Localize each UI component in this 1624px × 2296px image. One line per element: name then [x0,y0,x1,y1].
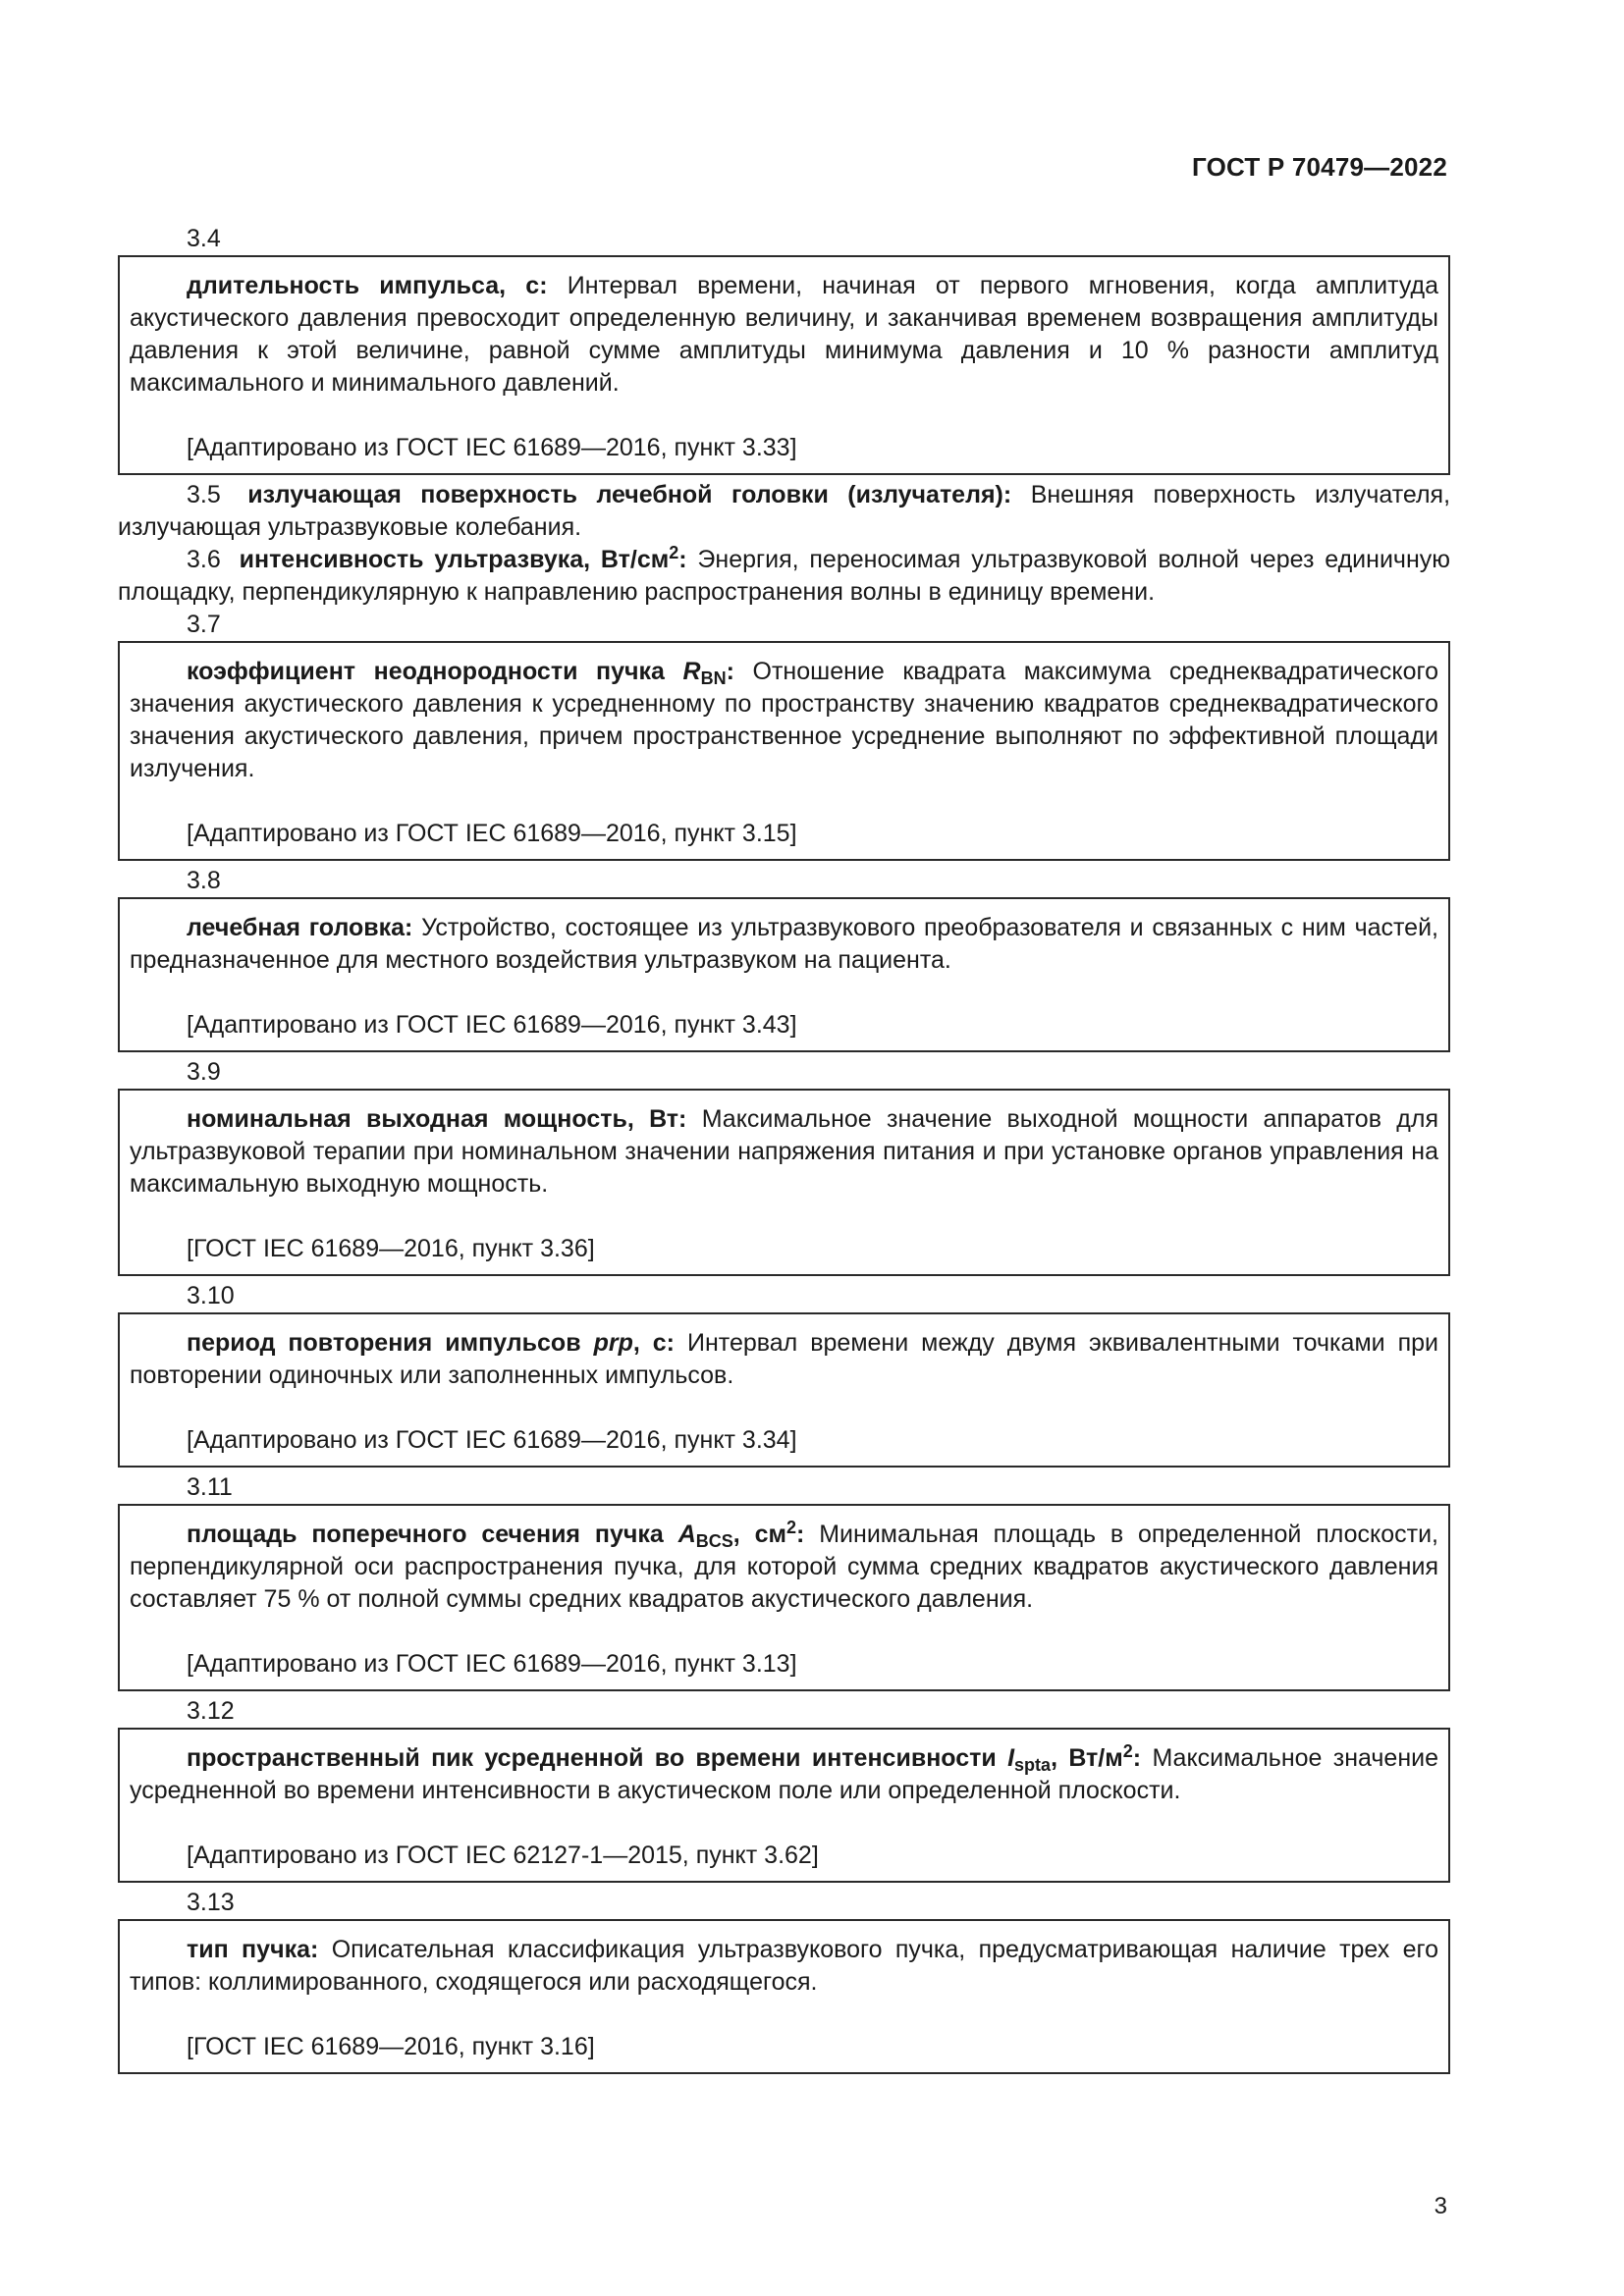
term-box [118,1919,1450,2074]
term-box [118,255,1450,475]
term-box [118,1089,1450,1276]
definition-text: Минимальная площадь в определенной плоскости, перпендикулярной оси распространения пучка, для которой сумма средних квадратов акустического давления составляет 75 % от полной суммы средних квадратов акустического давления. [130,1521,1438,1613]
source-reference: [ГОСТ IEC 61689—2016, пункт 3.36] [187,1235,595,1262]
definition-text: Максимальное значение выходной мощности аппаратов для ультразвуковой терапии при номинальном значении напряжения питания и при установке органов управления на максимальную выходную мощность. [130,1105,1438,1198]
source-reference: [Адаптировано из ГОСТ IEC 61689—2016, пункт 3.15] [187,820,797,847]
term-number: 3.9 [187,1058,221,1086]
term-title: длительность импульса, с: [187,272,548,299]
term-definition [130,1519,1438,1616]
definition-text: Интервал времени между двумя эквивалентными точками при повторении одиночных или заполненных импульсов. [130,1329,1438,1389]
term-title: лечебная головка: [187,914,413,941]
definition-text: Интервал времени, начиная от первого мгновения, когда амплитуда акустического давления превосходит определенную величину, и заканчивая временем возвращения амплитуды давления к этой величине, равной сумме амплитуды минимума давления и 10 % разности амплитуд максимального и минимального давлений. [130,272,1438,397]
term-box [118,1312,1450,1468]
term-definition [130,1103,1438,1201]
term-definition [118,544,1450,609]
term-box [118,641,1450,861]
term-box [118,1504,1450,1691]
term-title: тип пучка: [187,1936,319,1963]
definition-text: Отношение квадрата максимума среднеквадратического значения акустического давления к усредненному по пространству значению квадратов среднеквадратического значения акустического давления, причем пространственное усреднение выполняют по эффективной площади излучения. [130,658,1439,782]
term-box [118,897,1450,1052]
definition-text: Максимальное значение усредненной во времени интенсивности в акустическом поле или определенной плоскости. [130,1744,1439,1804]
term-number: 3.13 [187,1889,235,1916]
definition-text: Внешняя поверхность излучателя, излучающая ультразвуковые колебания. [118,481,1451,541]
term-number: 3.8 [187,867,221,894]
term-number: 3.4 [187,225,221,252]
term-definition [130,656,1438,785]
source-reference: [Адаптировано из ГОСТ IEC 61689—2016, пункт 3.13] [187,1650,797,1678]
page-number: 3 [1434,2193,1447,2219]
source-reference: [Адаптировано из ГОСТ IEC 62127-1—2015, пункт 3.62] [187,1842,819,1869]
term-number: 3.10 [187,1282,235,1309]
term-definition [130,1934,1438,1999]
term-number: 3.12 [187,1697,235,1725]
source-reference: [ГОСТ IEC 61689—2016, пункт 3.16] [187,2033,595,2060]
term-title: излучающая поверхность лечебной головки (излучателя): [247,481,1012,508]
definition-text: Описательная классификация ультразвукового пучка, предусматривающая наличие трех его типов: коллимированного, сходящегося или расходящегося. [130,1936,1439,1996]
document-code-header: ГОСТ Р 70479—2022 [1192,152,1447,182]
term-title: номинальная выходная мощность, Вт: [187,1105,687,1133]
term-title: пространственный пик усредненной во времени интенсивности $I_{spta}$, $Вт/м^2$: [187,1741,1142,1775]
term-number: 3.5 [187,481,221,508]
term-box [118,1728,1450,1883]
term-number: 3.6 [187,546,221,573]
terms-section [118,223,1450,2078]
term-definition [130,1742,1438,1807]
term-title: интенсивность ультразвука, $Вт/см^2$: [239,543,687,573]
definition-text: Энергия, переносимая ультразвуковой волной через единичную площадку, перпендикулярную к направлению распространения волны в единицу времени. [118,546,1450,606]
term-title: площадь поперечного сечения пучка $A_{BCS}$, $см^2$: [187,1518,805,1551]
term-title: коэффициент неоднородности пучка $R_{BN}$: [187,658,734,688]
term-definition [130,912,1438,977]
definition-text: Устройство, состоящее из ультразвукового преобразователя и связанных с ним частей, предназначенное для местного воздействия ультразвуком на пациента. [130,914,1438,974]
term-definition [130,270,1438,400]
term-number: 3.7 [187,611,221,638]
term-definition [130,1327,1438,1392]
term-definition [118,479,1450,544]
term-number: 3.11 [187,1473,233,1501]
source-reference: [Адаптировано из ГОСТ IEC 61689—2016, пункт 3.34] [187,1426,797,1454]
source-reference: [Адаптировано из ГОСТ IEC 61689—2016, пункт 3.33] [187,434,797,461]
source-reference: [Адаптировано из ГОСТ IEC 61689—2016, пункт 3.43] [187,1011,797,1039]
term-title: период повторения импульсов prp, с: [187,1329,676,1357]
